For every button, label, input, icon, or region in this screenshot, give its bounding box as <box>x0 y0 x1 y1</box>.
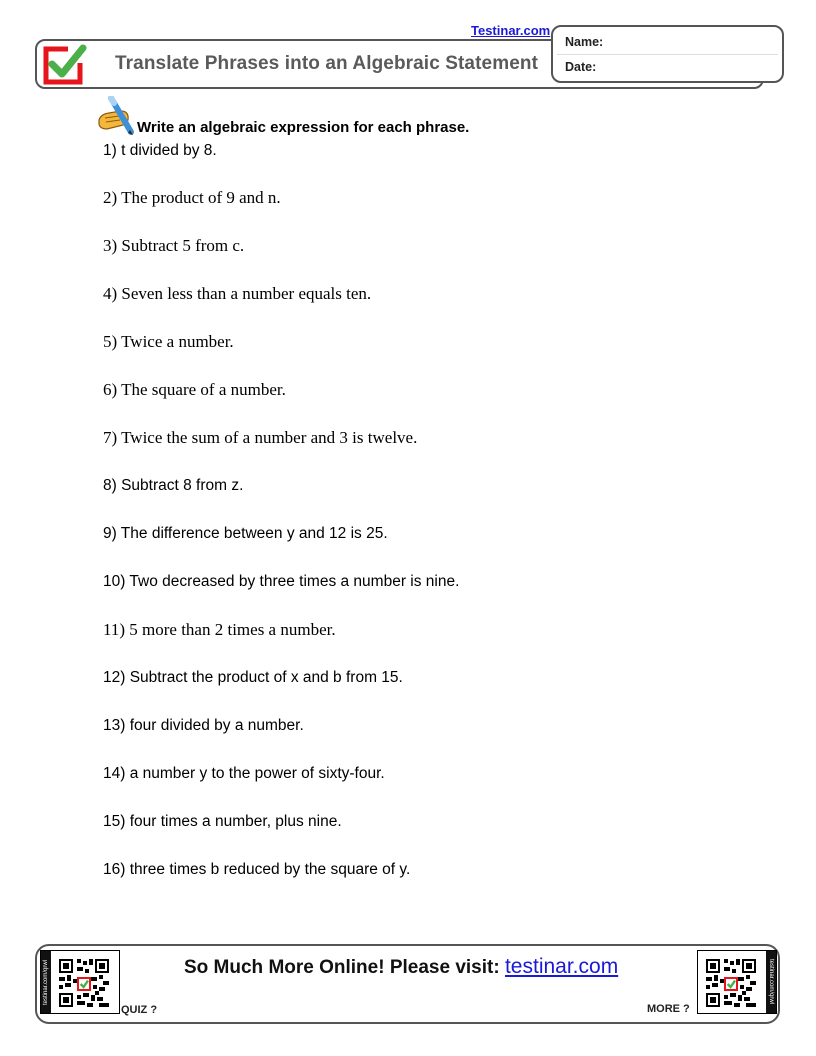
quiz-qr-code[interactable] <box>40 950 120 1014</box>
checkmark-logo-icon <box>43 43 87 85</box>
question-15: 15) four times a number, plus nine. <box>103 813 342 830</box>
more-qr-code[interactable] <box>697 950 777 1014</box>
quiz-label: QUIZ ? <box>121 1004 158 1016</box>
name-date-divider <box>557 54 778 55</box>
more-label: MORE ? <box>647 1003 690 1015</box>
qr-strip-text: testinar.com/qrwl <box>766 951 776 1013</box>
question-16: 16) three times b reduced by the square of y. <box>103 861 411 878</box>
question-1: 1) t divided by 8. <box>103 142 217 159</box>
question-6: 6) The square of a number. <box>103 380 286 399</box>
qr-strip-text: testinar.com/qrwl <box>41 951 51 1013</box>
question-2: 2) The product of 9 and n. <box>103 188 281 207</box>
footer-message-text: So Much More Online! Please visit: <box>184 957 505 978</box>
page-title: Translate Phrases into an Algebraic Statement <box>115 53 538 74</box>
instructions-text: Write an algebraic expression for each phrase. <box>137 119 470 136</box>
name-date-box <box>551 25 784 83</box>
question-12: 12) Subtract the product of x and b from 15. <box>103 669 403 686</box>
question-13: 13) four divided by a number. <box>103 717 304 734</box>
name-field-label[interactable]: Name: <box>565 35 604 49</box>
qr-code-icon <box>59 959 109 1007</box>
question-14: 14) a number y to the power of sixty-four. <box>103 765 385 782</box>
testinar-footer-link[interactable]: testinar.com <box>504 955 619 978</box>
question-8: 8) Subtract 8 from z. <box>103 477 244 494</box>
question-5: 5) Twice a number. <box>103 332 234 351</box>
question-9: 9) The difference between y and 12 is 25. <box>103 525 388 542</box>
question-7: 7) Twice the sum of a number and 3 is twelve. <box>103 428 418 447</box>
qr-code-icon <box>706 959 756 1007</box>
testinar-site-link[interactable]: Testinar.com <box>471 23 551 38</box>
date-field-label[interactable]: Date: <box>565 60 597 74</box>
question-3: 3) Subtract 5 from c. <box>103 236 245 255</box>
footer-message <box>184 955 618 979</box>
question-10: 10) Two decreased by three times a number is nine. <box>103 573 460 590</box>
question-4: 4) Seven less than a number equals ten. <box>103 284 372 303</box>
pencil-hand-icon <box>97 96 137 136</box>
question-11: 11) 5 more than 2 times a number. <box>103 620 336 639</box>
